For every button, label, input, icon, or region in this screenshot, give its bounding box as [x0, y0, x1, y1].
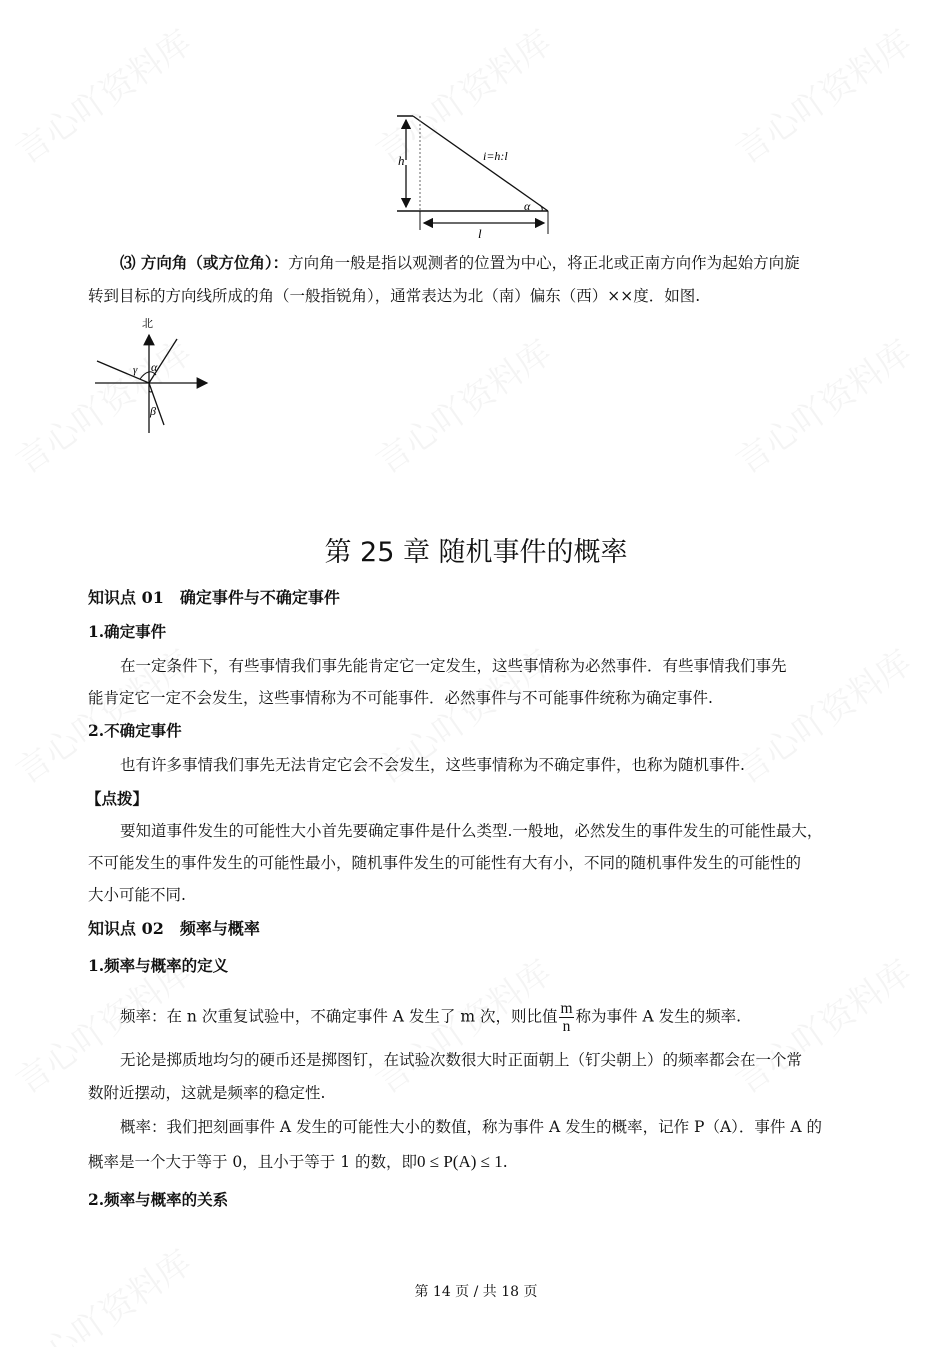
- label-beta: β: [150, 404, 156, 418]
- chapter-title: 第 25 章 随机事件的概率: [324, 537, 628, 568]
- paragraph-line: 无论是掷质地均匀的硬币还是掷图钉，在试验次数很大时正面朝上（钉尖朝上）的频率都会在一个常: [120, 1051, 803, 1069]
- label-gamma: γ: [133, 364, 138, 376]
- kp2-title: 知识点 02 频率与概率: [88, 919, 260, 938]
- paragraph-line: 数附近摆动，这就是频率的稳定性.: [88, 1084, 326, 1102]
- page-footer: 第 14 页 / 共 18 页: [414, 1284, 538, 1300]
- label-alpha: α: [151, 360, 158, 374]
- paragraph-line: 也有许多事情我们事先无法肯定它会不会发生，这些事情称为不确定事件，也称为随机事件.: [120, 756, 745, 774]
- paragraph-line: 能肯定它一定不会发生，这些事情称为不可能事件．必然事件与不可能事件统称为确定事件.: [88, 689, 713, 707]
- paragraph-line: 不可能发生的事件发生的可能性最小，随机事件发生的可能性有大有小，不同的随机事件发生的可能性的: [88, 854, 802, 872]
- paragraph-line: 在一定条件下，有些事情我们事先能肯定它一定发生，这些事情称为必然事件．有些事情我们事先: [120, 657, 787, 675]
- label-slope: i=h:l: [483, 149, 508, 163]
- term-direction-angle: 方向角（或方位角）：: [140, 253, 289, 272]
- label-h: h: [398, 153, 405, 168]
- probability-formula: 0 ≤ P(A) ≤ 1: [417, 1152, 503, 1171]
- direction-angle-diagram: [85, 313, 220, 438]
- watermark: [724, 326, 919, 483]
- fraction-m-over-n: $\frac{m}{n}$: [560, 1000, 573, 1035]
- paragraph-line: 概率：我们把刻画事件 A 发生的可能性大小的数值，称为事件 A 发生的概率，记作 P（A）．事件 A 的: [120, 1118, 822, 1136]
- kp1-title: 知识点 01 确定事件与不确定事件: [88, 588, 340, 607]
- watermark: [724, 946, 919, 1103]
- watermark: [364, 326, 559, 483]
- watermark: [724, 16, 919, 173]
- frequency-definition: 频率：在 n 次重复试验中，不确定事件 A 发生了 m 次，则比值 $\frac{m}{n}$ 称为事件 A 发生的频率.: [120, 1000, 741, 1035]
- kp2-s1-heading: 1.频率与概率的定义: [88, 956, 229, 975]
- kp1-s2-heading: 2.不确定事件: [88, 721, 182, 740]
- kp1-s1-heading: 1.确定事件: [88, 622, 167, 641]
- section3-line1: ⑶ 方向角（或方位角）：方向角一般是指以观测者的位置为中心，将正北或正南方向作为起始方向旋: [120, 253, 800, 272]
- tip-heading: 【点拨】: [86, 789, 149, 808]
- section3-line2: 转到目标的方向线所成的角（一般指锐角），通常表达为北（南）偏东（西）××度．如图.: [88, 287, 701, 305]
- paragraph-line: 大小可能不同.: [88, 886, 186, 904]
- slope-diagram: [380, 110, 560, 240]
- label-north: 北: [142, 318, 153, 330]
- kp2-s2-heading: 2.频率与概率的关系: [88, 1190, 229, 1209]
- label-l: l: [478, 226, 482, 240]
- probability-range-line: 概率是一个大于等于 0，且小于等于 1 的数，即0 ≤ P(A) ≤ 1.: [88, 1152, 508, 1171]
- label-alpha: α: [524, 199, 531, 213]
- paragraph-line: 要知道事件发生的可能性大小首先要确定事件是什么类型.一般地，必然发生的事件发生的可能性最大，: [120, 822, 823, 840]
- watermark: [4, 16, 199, 173]
